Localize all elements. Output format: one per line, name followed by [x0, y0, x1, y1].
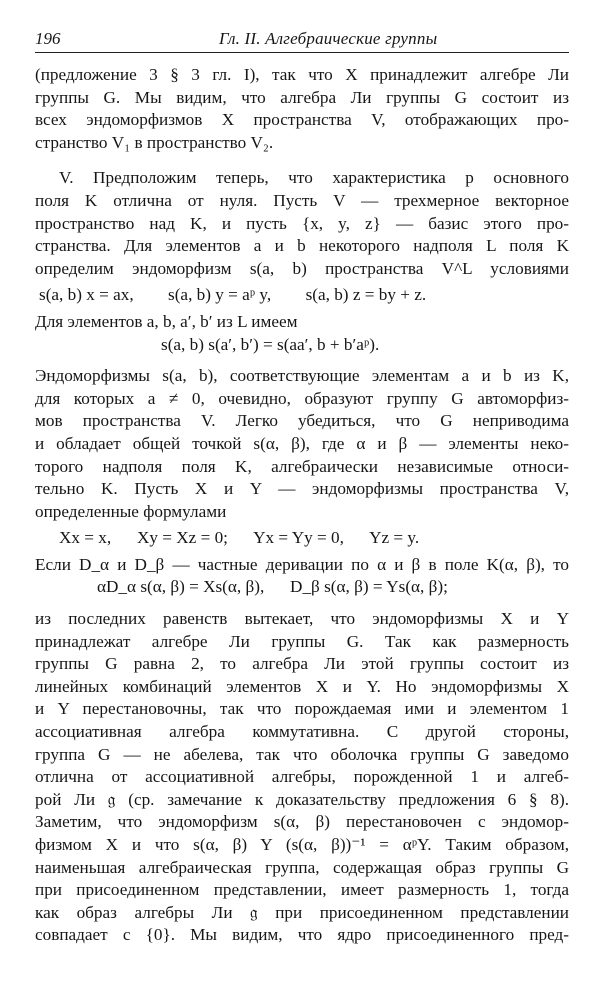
paragraph-3: Для элементов a, b, a′, b′ из L имеем	[35, 311, 298, 331]
text-line: пространство над K, и пусть {x, y, z} — базис этого про-	[35, 213, 569, 233]
text-line: тельно K. Пусть X и Y — эндоморфизмы пространства V,	[35, 479, 569, 499]
text-line: Заметим, что эндоморфизм s(α, β) перестановочен с эндомор-	[35, 812, 569, 832]
text-line: (предложение 3 § 3 гл. I), так что X принадлежит алгебре Ли	[35, 65, 569, 84]
text-line: группы G равна 2, то алгебра Ли этой группы состоит из	[35, 654, 569, 674]
text-line: физмом X и что s(α, β) Y (s(α, β))⁻¹ = αᵖY. Таким образом,	[35, 835, 569, 854]
text-line: торого надполя поля K, алгебраически независимые относи-	[35, 456, 569, 476]
text-line: и Y перестановочны, так что порождаемая ими и элементом 1	[35, 699, 569, 719]
text-line: при присоединенном представлении, имеет размерность 1, тогда	[35, 880, 569, 900]
text-line: Эндоморфизмы s(a, b), соответствующие элементам a и b из K,	[35, 366, 569, 386]
text-line: всех эндоморфизмов X пространства V, отображающих про-	[35, 110, 569, 130]
paragraph-gap	[35, 154, 569, 167]
text-line: определим эндоморфизм s(a, b) пространства V^L условиями	[35, 258, 569, 278]
equation-4: αD_α s(α, β) = Xs(α, β), D_β s(α, β) = Ys(α, β);	[97, 577, 448, 597]
text-line: отлична от ассоциативной алгебры, порожденной 1 и алгеб-	[35, 767, 569, 787]
paragraph-4	[35, 365, 569, 523]
running-title: Гл. II. Алгебраические группы	[219, 29, 438, 48]
paragraph-2	[35, 167, 569, 280]
header-rule	[35, 52, 569, 53]
text-line: из последних равенств вытекает, что эндоморфизмы X и Y	[35, 609, 569, 629]
text-line: линейных комбинаций элементов X и Y. Но эндоморфизмы X	[35, 676, 569, 696]
text-line: странство V₁ в пространство V₂.	[35, 132, 274, 152]
text-line: определенные формулами	[35, 501, 227, 521]
text-line: поля K отлична от нуля. Пусть V — трехмерное векторное	[35, 190, 569, 210]
text-line: ассоциативная алгебра коммутативна. С другой стороны,	[35, 722, 569, 742]
text-line: и обладает общей точкой s(α, β), где α и β — элементы неко-	[35, 433, 569, 453]
text-line: V. Предположим теперь, что характеристика p основного	[59, 168, 569, 188]
text-line: наименьшая алгебраическая группа, содержащая образ группы G	[35, 857, 569, 877]
text-line: странства. Для элементов a и b некоторого надполя L поля K	[35, 236, 569, 256]
paragraph-1	[35, 64, 569, 154]
equation-2: s(a, b) s(a′, b′) = s(aa′, b + b′aᵖ).	[161, 334, 380, 354]
equation-3: Xx = x, Xy = Xz = 0; Yx = Yy = 0, Yz = y.	[59, 528, 420, 548]
page-body	[35, 64, 569, 947]
text-line: принадлежат алгебре Ли группы G. Так как размерность	[35, 631, 569, 651]
page-header	[35, 27, 569, 55]
paragraph-5: Если D_α и D_β — частные деривации по α и β в поле K(α, β), то	[35, 554, 569, 574]
text-line: как образ алгебры Ли 𝔤 при присоединенном представлении	[35, 902, 569, 922]
text-line: мов пространства V. Легко убедиться, что G неприводима	[35, 411, 569, 431]
equation-1: s(a, b) x = ax, s(a, b) y = aᵖ y, s(a, b) z = by + z.	[39, 285, 427, 305]
text-line: совпадает с {0}. Мы видим, что ядро присоединенного пред-	[35, 925, 569, 945]
text-line: группы G. Мы видим, что алгебра Ли группы G состоит из	[35, 87, 569, 107]
text-line: для которых a ≠ 0, очевидно, образуют группу G автоморфиз-	[35, 388, 569, 408]
page-number: 196	[35, 29, 61, 48]
text-line: рой Ли 𝔤 (ср. замечание к доказательству предложения 6 § 8).	[35, 789, 569, 809]
paragraph-6	[35, 608, 569, 947]
text-line: группа G — не абелева, так что оболочка группы G заведомо	[35, 744, 569, 764]
